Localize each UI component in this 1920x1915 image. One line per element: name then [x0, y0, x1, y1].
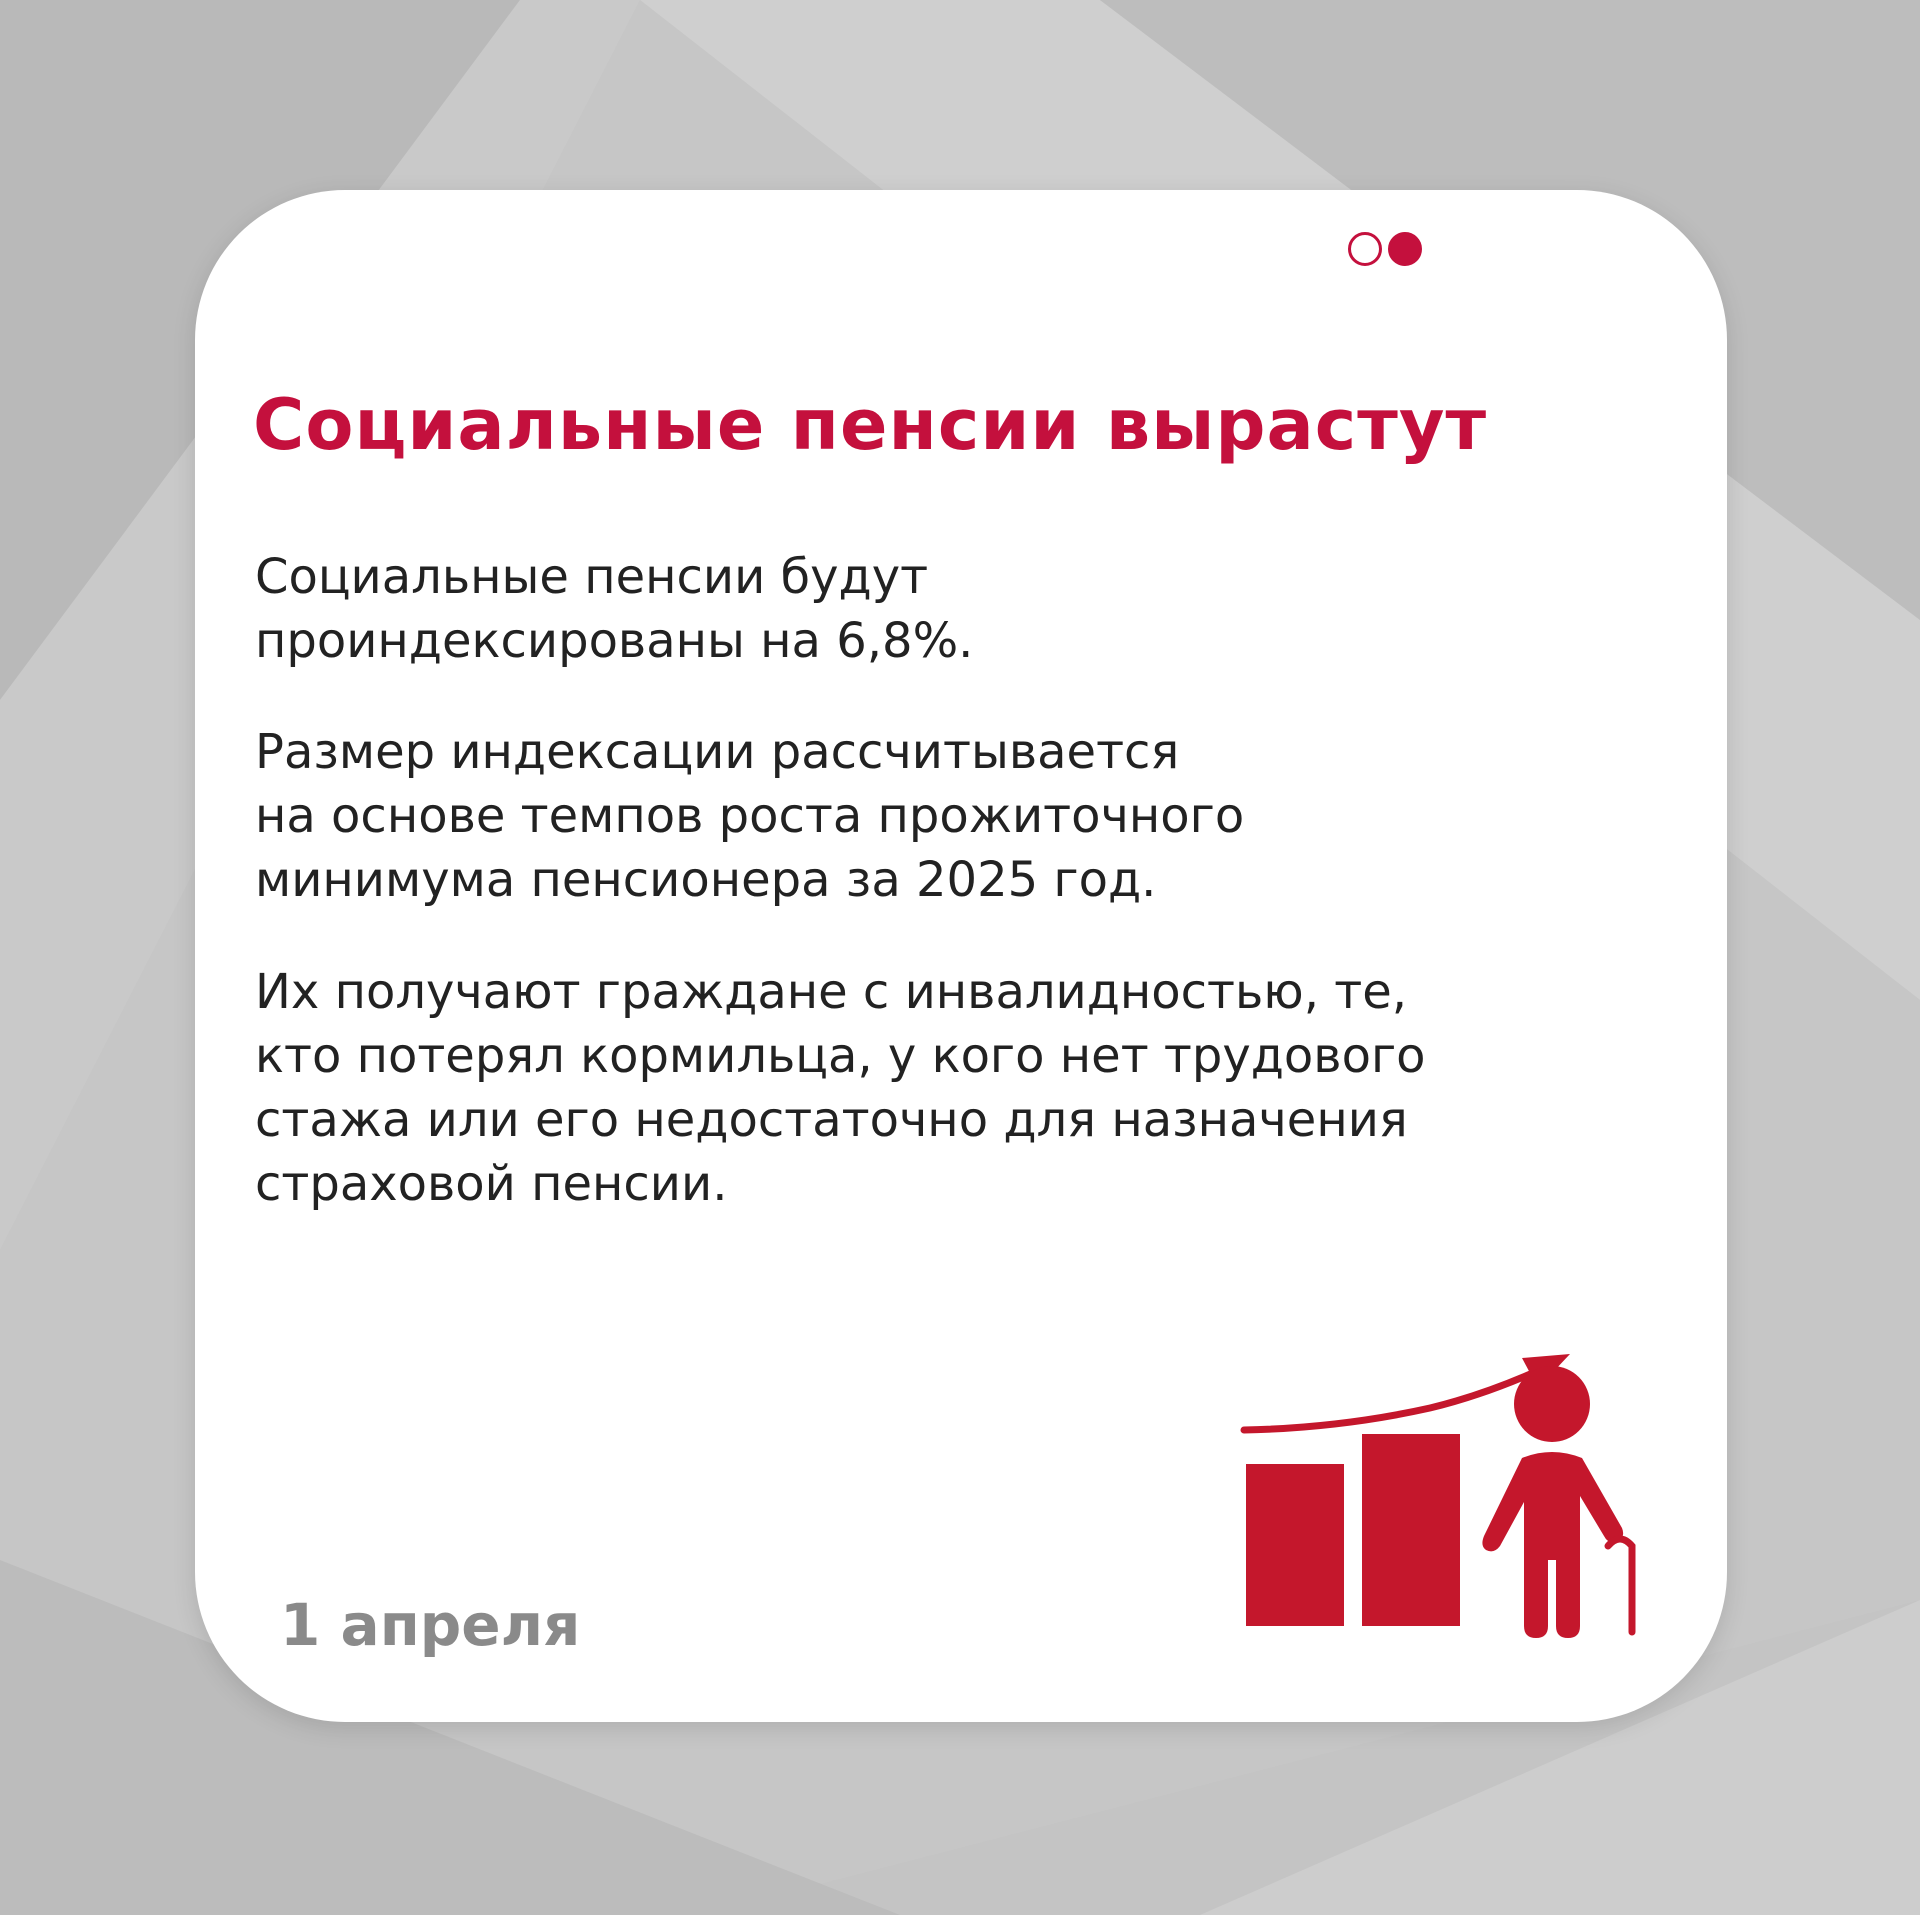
pagination-dot-2-active[interactable] [1388, 232, 1422, 266]
pagination-dot-1[interactable] [1348, 232, 1382, 266]
bar-short [1246, 1464, 1344, 1626]
paragraph-calculation: Размер индексации рассчитывается на основе темпов роста прожиточного минимума пенсионера за 2025 год. [255, 724, 1245, 908]
bar-tall [1362, 1434, 1460, 1626]
bar-chart-growth-with-elderly-person-icon [1230, 1340, 1670, 1660]
paragraph-recipients: Их получают граждане с инвалидностью, те, кто потерял кормильца, у кого нет трудового стажа или его недостаточно для назначения страховой пенсии. [255, 964, 1426, 1212]
pagination-dots [1348, 232, 1422, 266]
slide-title: Социальные пенсии вырастут [253, 384, 1488, 466]
effective-date: 1 апреля [280, 1591, 581, 1659]
elderly-person-icon [1482, 1366, 1632, 1638]
paragraph-indexation: Социальные пенсии будут проиндексированы на 6,8%. [255, 549, 974, 669]
